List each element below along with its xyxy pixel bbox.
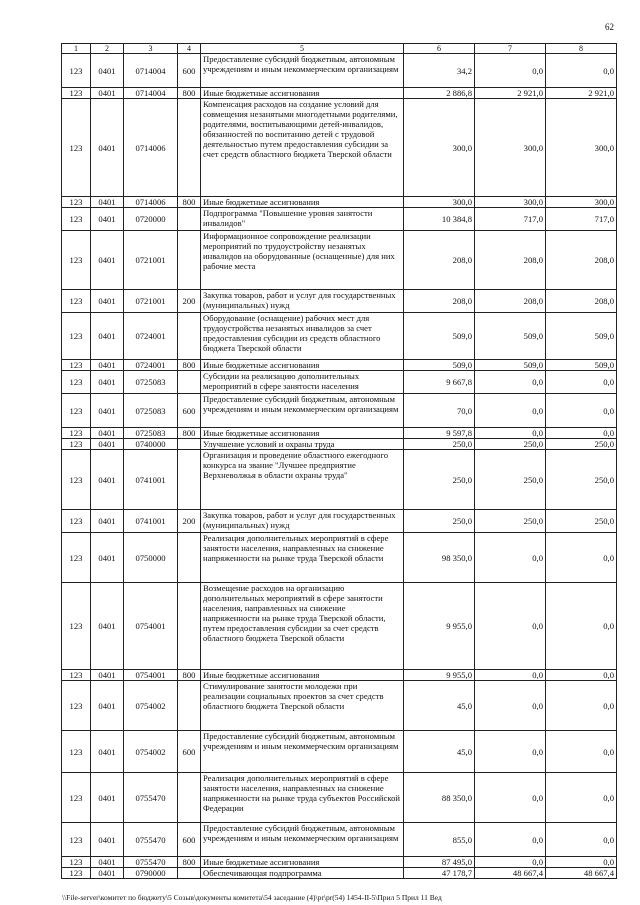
section-code-cell: 0401 xyxy=(91,290,124,313)
admin-code-cell: 123 xyxy=(62,450,91,510)
admin-code-cell: 123 xyxy=(62,670,91,681)
section-code-cell: 0401 xyxy=(91,510,124,533)
amount-col6-cell: 47 178,7 xyxy=(404,868,475,879)
table-row xyxy=(62,371,617,394)
section-code-cell: 0401 xyxy=(91,99,124,197)
amount-col8-cell: 250,0 xyxy=(546,510,617,533)
expense-type-cell: 600 xyxy=(178,394,201,428)
table-row xyxy=(62,857,617,868)
amount-col6-cell: 87 495,0 xyxy=(404,857,475,868)
section-code-cell: 0401 xyxy=(91,731,124,773)
admin-code-cell: 123 xyxy=(62,439,91,450)
amount-col8-cell: 208,0 xyxy=(546,231,617,290)
col-header-7: 7 xyxy=(475,44,546,54)
amount-col6-cell: 34,2 xyxy=(404,54,475,88)
amount-col6-cell: 208,0 xyxy=(404,231,475,290)
amount-col6-cell: 45,0 xyxy=(404,731,475,773)
amount-col6-cell: 88 350,0 xyxy=(404,773,475,823)
amount-col7-cell: 509,0 xyxy=(475,313,546,360)
col-header-5: 5 xyxy=(201,44,404,54)
amount-col7-cell: 48 667,4 xyxy=(475,868,546,879)
table-row xyxy=(62,439,617,450)
expense-type-cell: 600 xyxy=(178,731,201,773)
admin-code-cell: 123 xyxy=(62,99,91,197)
col-header-1: 1 xyxy=(62,44,91,54)
amount-col6-cell: 9 955,0 xyxy=(404,670,475,681)
amount-col8-cell: 0,0 xyxy=(546,731,617,773)
table-row xyxy=(62,823,617,857)
amount-col7-cell: 0,0 xyxy=(475,681,546,731)
section-code-cell: 0401 xyxy=(91,868,124,879)
target-code-cell: 0724001 xyxy=(124,313,178,360)
admin-code-cell: 123 xyxy=(62,428,91,439)
description-cell: Организация и проведение областного ежегодного конкурса на звание "Лучшее предприятие Верхневолжья в области охраны труда" xyxy=(201,450,404,510)
table-row xyxy=(62,99,617,197)
amount-col6-cell: 98 350,0 xyxy=(404,533,475,583)
amount-col8-cell: 300,0 xyxy=(546,197,617,208)
amount-col8-cell: 250,0 xyxy=(546,439,617,450)
target-code-cell: 0755470 xyxy=(124,857,178,868)
description-cell: Иные бюджетные ассигнования xyxy=(201,88,404,99)
amount-col7-cell: 0,0 xyxy=(475,823,546,857)
amount-col6-cell: 45,0 xyxy=(404,681,475,731)
target-code-cell: 0714006 xyxy=(124,99,178,197)
admin-code-cell: 123 xyxy=(62,88,91,99)
amount-col8-cell: 250,0 xyxy=(546,450,617,510)
admin-code-cell: 123 xyxy=(62,857,91,868)
amount-col6-cell: 208,0 xyxy=(404,290,475,313)
description-cell: Возмещение расходов на организацию дополнительных мероприятий в сфере занятости населения, направленных на снижение напряженности на рынке труда Тверской области, путем предоставления субсидии за счет средств областного бюджета Тверской области xyxy=(201,583,404,670)
amount-col7-cell: 0,0 xyxy=(475,670,546,681)
target-code-cell: 0754001 xyxy=(124,670,178,681)
amount-col6-cell: 10 384,8 xyxy=(404,208,475,231)
admin-code-cell: 123 xyxy=(62,773,91,823)
amount-col6-cell: 855,0 xyxy=(404,823,475,857)
amount-col7-cell: 300,0 xyxy=(475,197,546,208)
table-row xyxy=(62,510,617,533)
section-code-cell: 0401 xyxy=(91,533,124,583)
amount-col8-cell: 208,0 xyxy=(546,290,617,313)
amount-col7-cell: 0,0 xyxy=(475,583,546,670)
table-row xyxy=(62,868,617,879)
table-row xyxy=(62,290,617,313)
description-cell: Предоставление субсидий бюджетным, автономным учреждениям и иным некоммерческим организациям xyxy=(201,823,404,857)
admin-code-cell: 123 xyxy=(62,360,91,371)
amount-col8-cell: 717,0 xyxy=(546,208,617,231)
table-row xyxy=(62,773,617,823)
description-cell: Оборудование (оснащение) рабочих мест для трудоустройства незанятых инвалидов за счет предоставления субсидии из средств областного бюджета Тверской области xyxy=(201,313,404,360)
amount-col7-cell: 0,0 xyxy=(475,428,546,439)
amount-col7-cell: 0,0 xyxy=(475,371,546,394)
admin-code-cell: 123 xyxy=(62,731,91,773)
amount-col7-cell: 0,0 xyxy=(475,857,546,868)
target-code-cell: 0754001 xyxy=(124,583,178,670)
col-header-4: 4 xyxy=(178,44,201,54)
amount-col6-cell: 509,0 xyxy=(404,360,475,371)
admin-code-cell: 123 xyxy=(62,231,91,290)
description-cell: Предоставление субсидий бюджетным, автономным учреждениям и иным некоммерческим организациям xyxy=(201,731,404,773)
description-cell: Закупка товаров, работ и услуг для государственных (муниципальных) нужд xyxy=(201,290,404,313)
description-cell: Иные бюджетные ассигнования xyxy=(201,197,404,208)
expense-type-cell xyxy=(178,533,201,583)
description-cell: Подпрограмма "Повышение уровня занятости инвалидов" xyxy=(201,208,404,231)
description-cell: Предоставление субсидий бюджетным, автономным учреждениям и иным некоммерческим организациям xyxy=(201,54,404,88)
amount-col8-cell: 48 667,4 xyxy=(546,868,617,879)
section-code-cell: 0401 xyxy=(91,428,124,439)
table-row xyxy=(62,533,617,583)
col-header-6: 6 xyxy=(404,44,475,54)
target-code-cell: 0755470 xyxy=(124,773,178,823)
amount-col6-cell: 250,0 xyxy=(404,510,475,533)
section-code-cell: 0401 xyxy=(91,439,124,450)
admin-code-cell: 123 xyxy=(62,583,91,670)
amount-col8-cell: 0,0 xyxy=(546,681,617,731)
target-code-cell: 0790000 xyxy=(124,868,178,879)
amount-col8-cell: 509,0 xyxy=(546,360,617,371)
section-code-cell: 0401 xyxy=(91,371,124,394)
section-code-cell: 0401 xyxy=(91,450,124,510)
target-code-cell: 0714004 xyxy=(124,54,178,88)
description-cell: Иные бюджетные ассигнования xyxy=(201,428,404,439)
amount-col6-cell: 70,0 xyxy=(404,394,475,428)
section-code-cell: 0401 xyxy=(91,197,124,208)
amount-col6-cell: 300,0 xyxy=(404,197,475,208)
table-row xyxy=(62,394,617,428)
amount-col7-cell: 717,0 xyxy=(475,208,546,231)
target-code-cell: 0721001 xyxy=(124,290,178,313)
admin-code-cell: 123 xyxy=(62,313,91,360)
section-code-cell: 0401 xyxy=(91,313,124,360)
amount-col6-cell: 300,0 xyxy=(404,99,475,197)
amount-col8-cell: 0,0 xyxy=(546,533,617,583)
table-row xyxy=(62,670,617,681)
admin-code-cell: 123 xyxy=(62,371,91,394)
expense-type-cell xyxy=(178,583,201,670)
col-header-8: 8 xyxy=(546,44,617,54)
description-cell: Иные бюджетные ассигнования xyxy=(201,670,404,681)
admin-code-cell: 123 xyxy=(62,681,91,731)
page-number: 62 xyxy=(605,22,614,32)
target-code-cell: 0725083 xyxy=(124,394,178,428)
col-header-3: 3 xyxy=(124,44,178,54)
section-code-cell: 0401 xyxy=(91,54,124,88)
description-cell: Предоставление субсидий бюджетным, автономным учреждениям и иным некоммерческим организациям xyxy=(201,394,404,428)
amount-col8-cell: 0,0 xyxy=(546,428,617,439)
amount-col6-cell: 250,0 xyxy=(404,439,475,450)
amount-col8-cell: 0,0 xyxy=(546,823,617,857)
amount-col8-cell: 0,0 xyxy=(546,857,617,868)
amount-col8-cell: 0,0 xyxy=(546,583,617,670)
section-code-cell: 0401 xyxy=(91,208,124,231)
description-cell: Реализация дополнительных мероприятий в сфере занятости населения, направленных на снижение напряженности на рынке труда Тверской области xyxy=(201,533,404,583)
table-row xyxy=(62,428,617,439)
table-row xyxy=(62,313,617,360)
amount-col7-cell: 0,0 xyxy=(475,394,546,428)
expense-type-cell xyxy=(178,450,201,510)
amount-col7-cell: 0,0 xyxy=(475,533,546,583)
amount-col6-cell: 9 955,0 xyxy=(404,583,475,670)
expense-type-cell: 600 xyxy=(178,54,201,88)
table-row xyxy=(62,208,617,231)
description-cell: Иные бюджетные ассигнования xyxy=(201,360,404,371)
description-cell: Информационное сопровождение реализации мероприятий по трудоустройству незанятых инвалидов на оборудованные (оснащенные) для них рабочие места xyxy=(201,231,404,290)
target-code-cell: 0714004 xyxy=(124,88,178,99)
amount-col6-cell: 509,0 xyxy=(404,313,475,360)
admin-code-cell: 123 xyxy=(62,868,91,879)
description-cell: Реализация дополнительных мероприятий в сфере занятости населения, направленных на снижение напряженности на рынке труда субъектов Российской Федерации xyxy=(201,773,404,823)
table-row xyxy=(62,681,617,731)
target-code-cell: 0740000 xyxy=(124,439,178,450)
expense-type-cell xyxy=(178,439,201,450)
expense-type-cell: 200 xyxy=(178,510,201,533)
amount-col8-cell: 0,0 xyxy=(546,371,617,394)
expense-type-cell: 800 xyxy=(178,428,201,439)
target-code-cell: 0755470 xyxy=(124,823,178,857)
table-row xyxy=(62,54,617,88)
expense-type-cell: 800 xyxy=(178,360,201,371)
description-cell: Улучшение условий и охраны труда xyxy=(201,439,404,450)
target-code-cell: 0725083 xyxy=(124,371,178,394)
amount-col7-cell: 0,0 xyxy=(475,773,546,823)
target-code-cell: 0720000 xyxy=(124,208,178,231)
section-code-cell: 0401 xyxy=(91,231,124,290)
table-row xyxy=(62,731,617,773)
expense-type-cell xyxy=(178,99,201,197)
col-header-2: 2 xyxy=(91,44,124,54)
target-code-cell: 0714006 xyxy=(124,197,178,208)
amount-col7-cell: 250,0 xyxy=(475,439,546,450)
file-path-footer: \\File-server\комитет по бюджету\5 Созыв\документы комитета\54 заседание (4)\pr\pr(54) 1454-II-5\Прил 5 Прил 11 Вед xyxy=(62,893,442,902)
expense-type-cell xyxy=(178,208,201,231)
target-code-cell: 0741001 xyxy=(124,510,178,533)
expense-type-cell: 800 xyxy=(178,857,201,868)
description-cell: Иные бюджетные ассигнования xyxy=(201,857,404,868)
amount-col7-cell: 250,0 xyxy=(475,510,546,533)
admin-code-cell: 123 xyxy=(62,533,91,583)
amount-col8-cell: 300,0 xyxy=(546,99,617,197)
admin-code-cell: 123 xyxy=(62,394,91,428)
table-row xyxy=(62,450,617,510)
expense-type-cell: 800 xyxy=(178,670,201,681)
admin-code-cell: 123 xyxy=(62,510,91,533)
expense-type-cell: 600 xyxy=(178,823,201,857)
table-row xyxy=(62,360,617,371)
target-code-cell: 0725083 xyxy=(124,428,178,439)
section-code-cell: 0401 xyxy=(91,670,124,681)
section-code-cell: 0401 xyxy=(91,360,124,371)
amount-col8-cell: 509,0 xyxy=(546,313,617,360)
description-cell: Стимулирование занятости молодежи при реализации социальных проектов за счет средств областного бюджета Тверской области xyxy=(201,681,404,731)
amount-col7-cell: 2 921,0 xyxy=(475,88,546,99)
amount-col6-cell: 9 667,8 xyxy=(404,371,475,394)
description-cell: Обеспечивающая подпрограмма xyxy=(201,868,404,879)
expense-type-cell: 200 xyxy=(178,290,201,313)
section-code-cell: 0401 xyxy=(91,857,124,868)
amount-col8-cell: 0,0 xyxy=(546,773,617,823)
table-body xyxy=(62,54,617,879)
target-code-cell: 0741001 xyxy=(124,450,178,510)
amount-col8-cell: 0,0 xyxy=(546,394,617,428)
admin-code-cell: 123 xyxy=(62,823,91,857)
amount-col6-cell: 250,0 xyxy=(404,450,475,510)
table-row xyxy=(62,88,617,99)
amount-col7-cell: 208,0 xyxy=(475,290,546,313)
description-cell: Субсидии на реализацию дополнительных мероприятий в сфере занятости населения xyxy=(201,371,404,394)
amount-col7-cell: 509,0 xyxy=(475,360,546,371)
admin-code-cell: 123 xyxy=(62,197,91,208)
amount-col6-cell: 9 597,8 xyxy=(404,428,475,439)
expense-type-cell xyxy=(178,371,201,394)
expense-type-cell: 800 xyxy=(178,197,201,208)
budget-table xyxy=(61,43,617,879)
admin-code-cell: 123 xyxy=(62,54,91,88)
expense-type-cell xyxy=(178,868,201,879)
amount-col8-cell: 2 921,0 xyxy=(546,88,617,99)
target-code-cell: 0724001 xyxy=(124,360,178,371)
section-code-cell: 0401 xyxy=(91,583,124,670)
amount-col7-cell: 0,0 xyxy=(475,731,546,773)
target-code-cell: 0750000 xyxy=(124,533,178,583)
section-code-cell: 0401 xyxy=(91,773,124,823)
amount-col7-cell: 0,0 xyxy=(475,54,546,88)
section-code-cell: 0401 xyxy=(91,823,124,857)
admin-code-cell: 123 xyxy=(62,290,91,313)
expense-type-cell xyxy=(178,231,201,290)
table-row xyxy=(62,231,617,290)
amount-col6-cell: 2 886,8 xyxy=(404,88,475,99)
section-code-cell: 0401 xyxy=(91,88,124,99)
amount-col7-cell: 300,0 xyxy=(475,99,546,197)
amount-col8-cell: 0,0 xyxy=(546,54,617,88)
amount-col7-cell: 250,0 xyxy=(475,450,546,510)
target-code-cell: 0754002 xyxy=(124,681,178,731)
expense-type-cell xyxy=(178,773,201,823)
amount-col7-cell: 208,0 xyxy=(475,231,546,290)
target-code-cell: 0754002 xyxy=(124,731,178,773)
table-row xyxy=(62,197,617,208)
description-cell: Закупка товаров, работ и услуг для государственных (муниципальных) нужд xyxy=(201,510,404,533)
target-code-cell: 0721001 xyxy=(124,231,178,290)
amount-col8-cell: 0,0 xyxy=(546,670,617,681)
column-number-row xyxy=(62,44,617,54)
section-code-cell: 0401 xyxy=(91,681,124,731)
table-row xyxy=(62,583,617,670)
section-code-cell: 0401 xyxy=(91,394,124,428)
admin-code-cell: 123 xyxy=(62,208,91,231)
expense-type-cell xyxy=(178,681,201,731)
expense-type-cell: 800 xyxy=(178,88,201,99)
description-cell: Компенсация расходов на создание условий для совмещения незанятыми многодетными родителями, родителями, воспитывающими детей-инвалидов, обязанностей по воспитанию детей с трудовой деятельностью путем предоставления субсидии за счет средств областного бюджета Тверской области xyxy=(201,99,404,197)
expense-type-cell xyxy=(178,313,201,360)
